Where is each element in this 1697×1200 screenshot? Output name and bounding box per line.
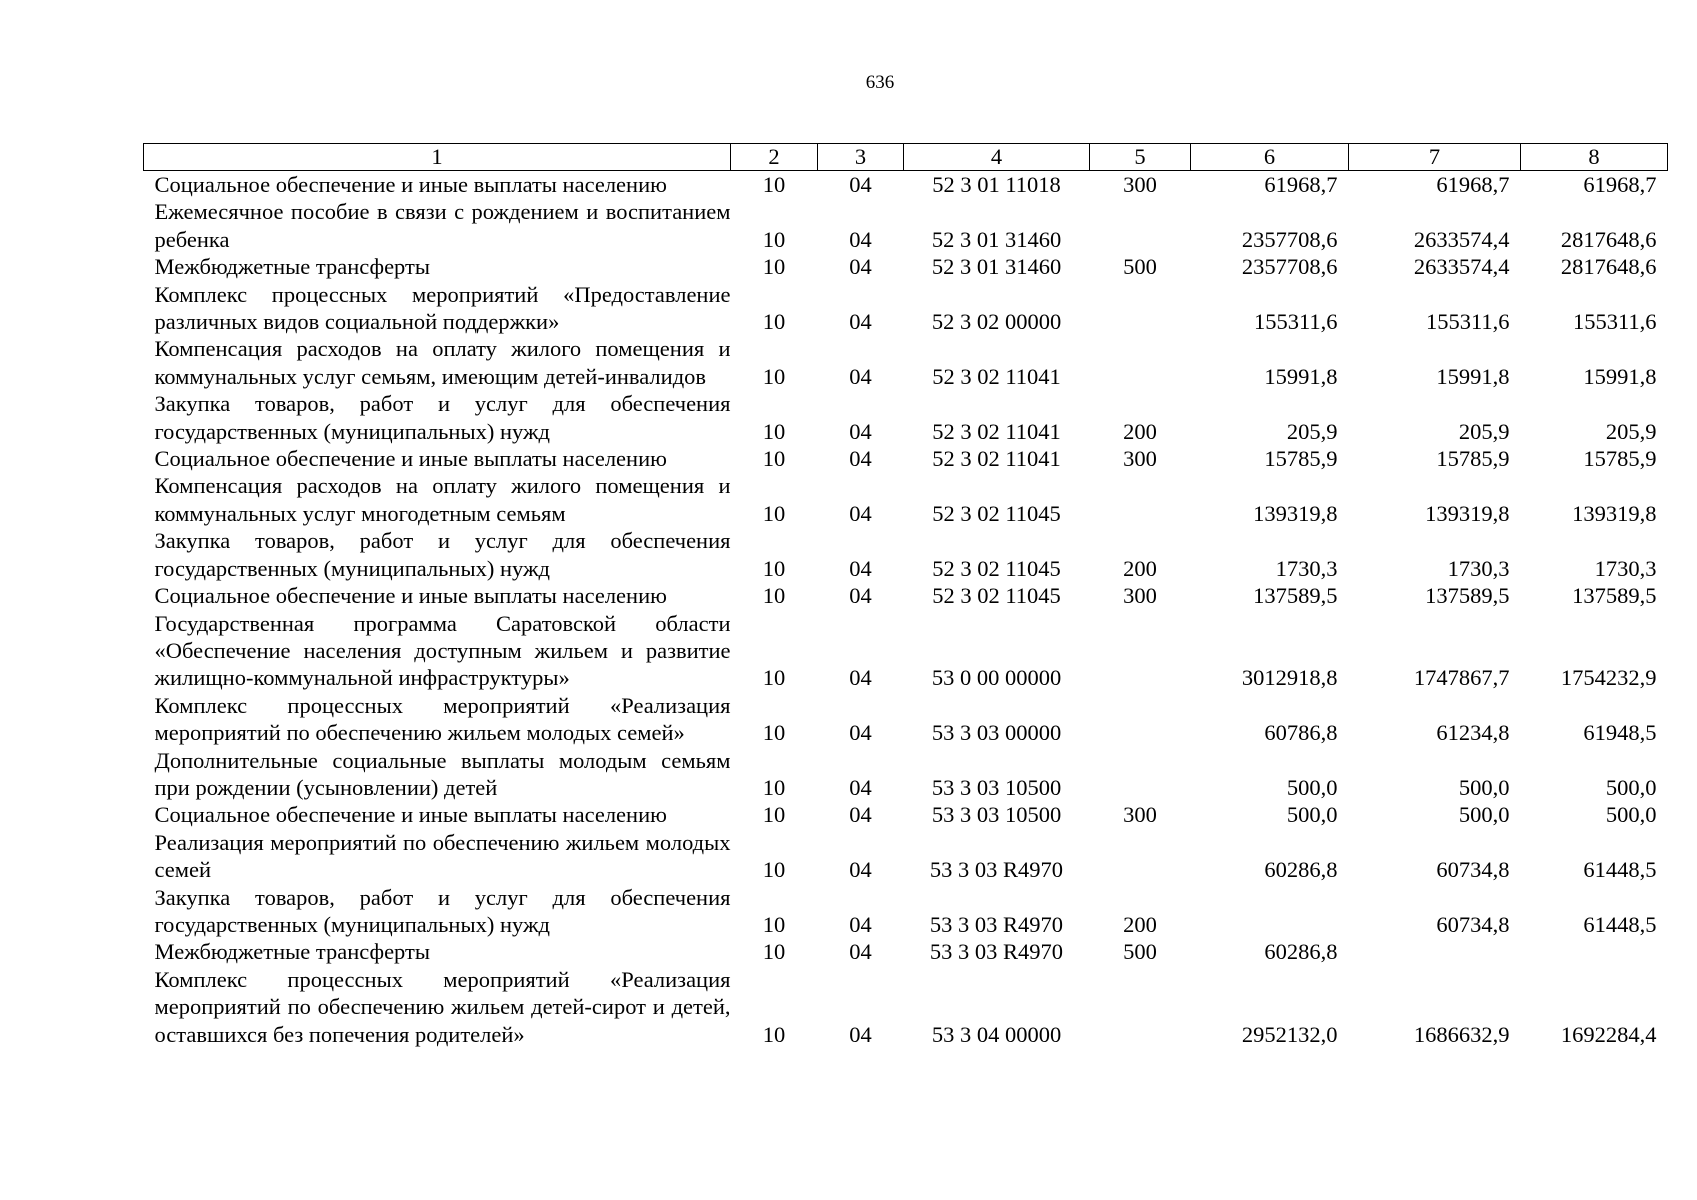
row-subsection: 04 [849, 254, 872, 280]
row-section: 10 [762, 857, 786, 883]
row-expense-type: 300 [1123, 802, 1157, 828]
row-subsection: 04 [849, 226, 872, 252]
row-amount-year-1: 1730,3 [1275, 555, 1338, 581]
header-col-8: 8 [1521, 144, 1668, 171]
row-target-article: 52 3 02 11041 [932, 418, 1061, 444]
row-name: Дополнительные социальные выплаты молодым семьям при рождении (усыновлении) детей [154, 747, 731, 800]
row-section: 10 [762, 665, 786, 691]
table-header [144, 144, 1668, 171]
header-col-7: 7 [1349, 144, 1521, 171]
row-expense-type [1090, 281, 1191, 336]
row-amount-year-1: 155311,6 [1253, 309, 1338, 335]
row-amount-year-1: 2952132,0 [1241, 1021, 1338, 1047]
table-row [144, 829, 1668, 884]
budget-table [143, 143, 1668, 1048]
row-subsection: 04 [849, 555, 872, 581]
row-expense-type: 500 [1123, 939, 1157, 965]
table-row [144, 198, 1668, 253]
row-name: Комплекс процессных мероприятий «Реализация мероприятий по обеспечению жильем детей-сирот и детей, оставшихся без попечения родителей» [154, 966, 731, 1047]
row-name: Закупка товаров, работ и услуг для обеспечения государственных (муниципальных) нужд [154, 528, 731, 581]
row-name: Компенсация расходов на оплату жилого помещения и коммунальных услуг семьям, имеющим детей-инвалидов [154, 336, 731, 389]
row-amount-year-1: 60286,8 [1264, 939, 1338, 965]
row-target-article: 52 3 02 00000 [931, 309, 1062, 335]
row-subsection: 04 [849, 172, 872, 197]
row-amount-year-2: 61968,7 [1436, 172, 1510, 197]
row-expense-type: 200 [1123, 555, 1157, 581]
row-section: 10 [762, 172, 786, 197]
row-expense-type: 500 [1123, 254, 1157, 280]
row-subsection: 04 [849, 363, 872, 389]
row-section: 10 [762, 802, 786, 828]
header-col-4: 4 [904, 144, 1090, 171]
row-amount-year-2: 137589,5 [1425, 583, 1510, 609]
row-amount-year-1: 60786,8 [1264, 720, 1338, 746]
row-amount-year-2: 1686632,9 [1413, 1021, 1510, 1047]
row-subsection: 04 [849, 939, 872, 965]
row-expense-type [1090, 472, 1191, 527]
row-amount-year-2: 1747867,7 [1413, 665, 1510, 691]
row-amount-year-3: 500,0 [1605, 774, 1657, 800]
row-amount-year-3: 15785,9 [1583, 446, 1657, 472]
row-target-article: 53 3 04 00000 [931, 1021, 1062, 1047]
row-target-article: 52 3 02 11045 [932, 500, 1061, 526]
row-target-article: 53 3 03 10500 [931, 802, 1062, 828]
row-amount-year-1 [1191, 884, 1349, 939]
row-subsection: 04 [849, 720, 872, 746]
row-subsection: 04 [849, 911, 872, 937]
row-section: 10 [762, 446, 786, 472]
row-amount-year-3 [1521, 938, 1668, 965]
row-expense-type: 300 [1123, 172, 1157, 197]
row-amount-year-2: 500,0 [1458, 802, 1510, 828]
row-subsection: 04 [849, 418, 872, 444]
row-target-article: 52 3 01 31460 [931, 254, 1062, 280]
row-subsection: 04 [849, 583, 872, 609]
row-amount-year-3: 15991,8 [1583, 363, 1657, 389]
row-target-article: 53 3 03 10500 [931, 774, 1062, 800]
row-target-article: 52 3 02 11041 [932, 363, 1061, 389]
row-amount-year-1: 139319,8 [1253, 500, 1338, 526]
row-amount-year-1: 500,0 [1286, 774, 1338, 800]
row-name: Закупка товаров, работ и услуг для обеспечения государственных (муниципальных) нужд [154, 391, 731, 444]
row-name: Ежемесячное пособие в связи с рождением и воспитанием ребенка [154, 199, 731, 252]
row-name: Комплекс процессных мероприятий «Реализация мероприятий по обеспечению жильем молодых семей» [154, 692, 731, 746]
row-name: Межбюджетные трансферты [154, 254, 430, 280]
row-amount-year-2: 205,9 [1458, 418, 1510, 444]
table-row [144, 253, 1668, 280]
row-target-article: 52 3 02 11045 [932, 555, 1061, 581]
row-amount-year-1: 60286,8 [1264, 857, 1338, 883]
row-target-article: 53 0 00 00000 [931, 665, 1062, 691]
row-amount-year-2: 139319,8 [1425, 500, 1510, 526]
table-row [144, 390, 1668, 445]
table-row [144, 692, 1668, 747]
row-section: 10 [762, 418, 786, 444]
row-amount-year-3: 61448,5 [1583, 911, 1657, 937]
row-amount-year-3: 500,0 [1605, 802, 1657, 828]
row-target-article: 52 3 01 11018 [932, 172, 1061, 197]
row-section: 10 [762, 939, 786, 965]
row-amount-year-2: 15991,8 [1436, 363, 1510, 389]
row-amount-year-1: 205,9 [1286, 418, 1338, 444]
row-expense-type: 200 [1123, 418, 1157, 444]
row-amount-year-3: 1692284,4 [1560, 1021, 1657, 1047]
row-expense-type [1090, 198, 1191, 253]
table-row [144, 281, 1668, 336]
table-row [144, 610, 1668, 692]
row-expense-type: 200 [1123, 911, 1157, 937]
row-subsection: 04 [849, 1021, 872, 1047]
table-row [144, 801, 1668, 828]
row-name: Межбюджетные трансферты [154, 939, 430, 965]
row-name: Социальное обеспечение и иные выплаты населению [154, 583, 667, 609]
row-section: 10 [762, 555, 786, 581]
row-amount-year-2: 155311,6 [1425, 309, 1510, 335]
row-section: 10 [762, 583, 786, 609]
row-subsection: 04 [849, 500, 872, 526]
row-amount-year-1: 3012918,8 [1241, 665, 1338, 691]
row-name: Социальное обеспечение и иные выплаты населению [154, 446, 667, 472]
row-amount-year-2: 60734,8 [1436, 857, 1510, 883]
row-amount-year-2: 1730,3 [1447, 555, 1510, 581]
table-row [144, 938, 1668, 965]
row-expense-type [1090, 692, 1191, 747]
row-name: Социальное обеспечение и иные выплаты населению [154, 172, 667, 197]
header-col-5: 5 [1090, 144, 1191, 171]
header-col-2: 2 [731, 144, 818, 171]
row-amount-year-3: 137589,5 [1572, 583, 1657, 609]
row-name: Реализация мероприятий по обеспечению жильем молодых семей [154, 829, 731, 883]
table-row [144, 747, 1668, 802]
row-section: 10 [762, 363, 786, 389]
row-section: 10 [762, 774, 786, 800]
table-row [144, 472, 1668, 527]
row-amount-year-1: 2357708,6 [1241, 254, 1338, 280]
header-col-3: 3 [818, 144, 904, 171]
row-section: 10 [762, 254, 786, 280]
row-expense-type: 300 [1123, 446, 1157, 472]
table-body [144, 171, 1668, 1049]
table-row [144, 445, 1668, 472]
row-expense-type [1090, 335, 1191, 390]
row-expense-type: 300 [1123, 583, 1157, 609]
row-amount-year-3: 61948,5 [1583, 720, 1657, 746]
table-row [144, 527, 1668, 582]
row-amount-year-2: 61234,8 [1436, 720, 1510, 746]
row-amount-year-2 [1349, 938, 1521, 965]
row-expense-type [1090, 829, 1191, 884]
row-name: Комплекс процессных мероприятий «Предоставление различных видов социальной поддержки» [154, 281, 731, 335]
row-section: 10 [762, 226, 786, 252]
row-name: Социальное обеспечение и иные выплаты населению [154, 802, 667, 828]
table-row [144, 335, 1668, 390]
row-amount-year-1: 61968,7 [1264, 172, 1338, 197]
row-amount-year-1: 137589,5 [1253, 583, 1338, 609]
row-section: 10 [762, 720, 786, 746]
row-subsection: 04 [849, 446, 872, 472]
row-subsection: 04 [849, 857, 872, 883]
table-row [144, 884, 1668, 939]
header-col-6: 6 [1191, 144, 1349, 171]
row-amount-year-2: 15785,9 [1436, 446, 1510, 472]
header-col-1: 1 [144, 144, 731, 171]
row-amount-year-2: 500,0 [1458, 774, 1510, 800]
row-subsection: 04 [849, 802, 872, 828]
table-row [144, 582, 1668, 609]
row-target-article: 53 3 03 00000 [931, 720, 1062, 746]
row-amount-year-1: 500,0 [1286, 802, 1338, 828]
row-amount-year-3: 139319,8 [1572, 500, 1657, 526]
row-section: 10 [762, 309, 786, 335]
row-subsection: 04 [849, 774, 872, 800]
row-amount-year-2: 2633574,4 [1413, 226, 1510, 252]
row-target-article: 53 3 03 R4970 [929, 939, 1064, 965]
row-amount-year-3: 2817648,6 [1560, 254, 1657, 280]
row-amount-year-3: 1754232,9 [1560, 665, 1657, 691]
row-name: Закупка товаров, работ и услуг для обеспечения государственных (муниципальных) нужд [154, 884, 731, 937]
row-amount-year-2: 60734,8 [1436, 911, 1510, 937]
table-row [144, 171, 1668, 199]
row-expense-type [1090, 610, 1191, 692]
row-amount-year-3: 155311,6 [1572, 309, 1657, 335]
row-amount-year-3: 205,9 [1605, 418, 1657, 444]
row-name: Компенсация расходов на оплату жилого помещения и коммунальных услуг многодетным семьям [154, 473, 731, 526]
row-expense-type [1090, 966, 1191, 1048]
row-subsection: 04 [849, 665, 872, 691]
row-name: Государственная программа Саратовской области «Обеспечение населения доступным жильем и развитие жилищно-коммунальной инфраструктуры» [154, 610, 731, 691]
header-row [144, 144, 1668, 171]
row-expense-type [1090, 747, 1191, 802]
row-target-article: 53 3 03 R4970 [929, 857, 1064, 883]
row-amount-year-1: 2357708,6 [1241, 226, 1338, 252]
row-subsection: 04 [849, 309, 872, 335]
row-amount-year-1: 15785,9 [1264, 446, 1338, 472]
row-target-article: 53 3 03 R4970 [929, 911, 1064, 937]
row-amount-year-3: 1730,3 [1594, 555, 1657, 581]
row-section: 10 [762, 1021, 786, 1047]
page-number: 636 [865, 72, 895, 93]
table-row [144, 966, 1668, 1048]
row-section: 10 [762, 500, 786, 526]
row-target-article: 52 3 01 31460 [931, 226, 1062, 252]
row-amount-year-2: 2633574,4 [1413, 254, 1510, 280]
row-amount-year-3: 61448,5 [1583, 857, 1657, 883]
row-amount-year-3: 61968,7 [1583, 172, 1657, 197]
row-target-article: 52 3 02 11041 [932, 446, 1061, 472]
row-amount-year-1: 15991,8 [1264, 363, 1338, 389]
row-amount-year-3: 2817648,6 [1560, 226, 1657, 252]
row-section: 10 [762, 911, 786, 937]
row-target-article: 52 3 02 11045 [932, 583, 1061, 609]
